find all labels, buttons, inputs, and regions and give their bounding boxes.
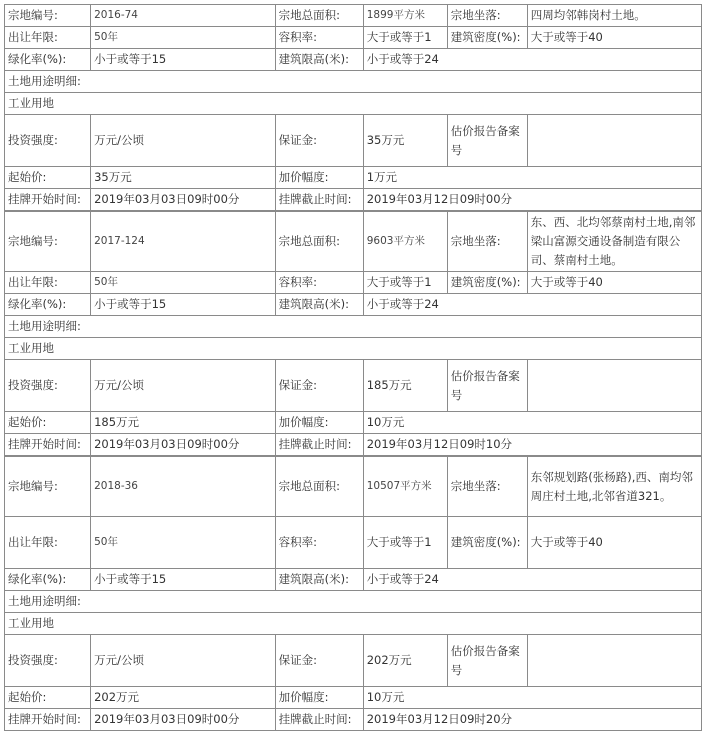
plot-no-label: 宗地编号:	[5, 5, 91, 27]
green-label: 绿化率(%):	[5, 569, 91, 591]
total-area-value: 1899平方米	[363, 5, 447, 27]
table-row	[5, 687, 702, 709]
table-row	[5, 338, 702, 360]
use-detail-label: 土地用途明细:	[5, 71, 702, 93]
total-area-label: 宗地总面积:	[275, 5, 363, 27]
table-row	[5, 635, 702, 687]
term-label: 出让年限:	[5, 517, 91, 569]
table-row	[5, 167, 702, 189]
list-end-label: 挂牌截止时间:	[275, 434, 363, 456]
table-row	[5, 189, 702, 211]
plot-no-value: 2017-124	[91, 212, 276, 272]
list-start-value: 2019年03月03日09时00分	[91, 189, 276, 211]
list-end-value: 2019年03月12日09时00分	[363, 189, 701, 211]
height-label: 建筑限高(米):	[275, 49, 363, 71]
increment-value: 10万元	[363, 687, 701, 709]
location-label: 宗地坐落:	[447, 5, 527, 27]
table-row	[5, 412, 702, 434]
deposit-value: 202万元	[363, 635, 447, 687]
plot-no-label: 宗地编号:	[5, 457, 91, 517]
plot-no-value: 2016-74	[91, 5, 276, 27]
list-start-value: 2019年03月03日09时00分	[91, 434, 276, 456]
term-label: 出让年限:	[5, 272, 91, 294]
table-row	[5, 709, 702, 731]
list-end-value: 2019年03月12日09时10分	[363, 434, 701, 456]
invest-value: 万元/公顷	[91, 635, 276, 687]
density-value: 大于或等于40	[527, 27, 701, 49]
table-row	[5, 434, 702, 456]
invest-value: 万元/公顷	[91, 115, 276, 167]
height-label: 建筑限高(米):	[275, 294, 363, 316]
start-price-value: 185万元	[91, 412, 276, 434]
table-row	[5, 613, 702, 635]
height-value: 小于或等于24	[363, 294, 701, 316]
total-area-label: 宗地总面积:	[275, 457, 363, 517]
start-price-label: 起始价:	[5, 687, 91, 709]
plot-table	[4, 456, 702, 731]
appraisal-label: 估价报告备案号	[447, 635, 527, 687]
term-value: 50年	[91, 27, 276, 49]
far-label: 容积率:	[275, 517, 363, 569]
location-value: 东、西、北均邻蔡南村土地,南邻梁山富源交通设备制造有限公司、蔡南村土地。	[527, 212, 701, 272]
increment-value: 10万元	[363, 412, 701, 434]
plot-no-value: 2018-36	[91, 457, 276, 517]
table-row	[5, 316, 702, 338]
density-value: 大于或等于40	[527, 272, 701, 294]
table-row	[5, 591, 702, 613]
increment-label: 加价幅度:	[275, 167, 363, 189]
table-row	[5, 5, 702, 27]
density-label: 建筑密度(%):	[447, 27, 527, 49]
total-area-value: 10507平方米	[363, 457, 447, 517]
far-value: 大于或等于1	[363, 27, 447, 49]
density-label: 建筑密度(%):	[447, 517, 527, 569]
appraisal-label: 估价报告备案号	[447, 360, 527, 412]
density-label: 建筑密度(%):	[447, 272, 527, 294]
deposit-label: 保证金:	[275, 360, 363, 412]
invest-label: 投资强度:	[5, 115, 91, 167]
table-row	[5, 457, 702, 517]
start-price-label: 起始价:	[5, 412, 91, 434]
far-value: 大于或等于1	[363, 517, 447, 569]
far-value: 大于或等于1	[363, 272, 447, 294]
far-label: 容积率:	[275, 272, 363, 294]
list-end-label: 挂牌截止时间:	[275, 189, 363, 211]
invest-label: 投资强度:	[5, 635, 91, 687]
table-row	[5, 27, 702, 49]
use-value: 工业用地	[5, 338, 702, 360]
increment-label: 加价幅度:	[275, 687, 363, 709]
deposit-value: 35万元	[363, 115, 447, 167]
height-label: 建筑限高(米):	[275, 569, 363, 591]
table-row	[5, 93, 702, 115]
deposit-label: 保证金:	[275, 115, 363, 167]
table-row	[5, 569, 702, 591]
term-value: 50年	[91, 517, 276, 569]
start-price-label: 起始价:	[5, 167, 91, 189]
location-label: 宗地坐落:	[447, 212, 527, 272]
location-value: 东邻规划路(张杨路),西、南均邻周庄村土地,北邻省道321。	[527, 457, 701, 517]
use-value: 工业用地	[5, 93, 702, 115]
use-detail-label: 土地用途明细:	[5, 316, 702, 338]
list-start-value: 2019年03月03日09时00分	[91, 709, 276, 731]
table-row	[5, 360, 702, 412]
height-value: 小于或等于24	[363, 569, 701, 591]
green-value: 小于或等于15	[91, 49, 276, 71]
term-value: 50年	[91, 272, 276, 294]
table-row	[5, 517, 702, 569]
plot-no-label: 宗地编号:	[5, 212, 91, 272]
table-row	[5, 115, 702, 167]
list-end-label: 挂牌截止时间:	[275, 709, 363, 731]
deposit-value: 185万元	[363, 360, 447, 412]
list-start-label: 挂牌开始时间:	[5, 434, 91, 456]
green-value: 小于或等于15	[91, 294, 276, 316]
table-row	[5, 212, 702, 272]
appraisal-value	[527, 360, 701, 412]
location-label: 宗地坐落:	[447, 457, 527, 517]
green-label: 绿化率(%):	[5, 294, 91, 316]
term-label: 出让年限:	[5, 27, 91, 49]
green-value: 小于或等于15	[91, 569, 276, 591]
total-area-label: 宗地总面积:	[275, 212, 363, 272]
start-price-value: 35万元	[91, 167, 276, 189]
increment-value: 1万元	[363, 167, 701, 189]
table-row	[5, 272, 702, 294]
location-value: 四周均邻韩岗村土地。	[527, 5, 701, 27]
increment-label: 加价幅度:	[275, 412, 363, 434]
table-row	[5, 294, 702, 316]
use-detail-label: 土地用途明细:	[5, 591, 702, 613]
list-start-label: 挂牌开始时间:	[5, 709, 91, 731]
list-end-value: 2019年03月12日09时20分	[363, 709, 701, 731]
green-label: 绿化率(%):	[5, 49, 91, 71]
density-value: 大于或等于40	[527, 517, 701, 569]
table-row	[5, 71, 702, 93]
list-start-label: 挂牌开始时间:	[5, 189, 91, 211]
appraisal-value	[527, 115, 701, 167]
plot-table	[4, 211, 702, 456]
use-value: 工业用地	[5, 613, 702, 635]
plot-table	[4, 4, 702, 211]
height-value: 小于或等于24	[363, 49, 701, 71]
start-price-value: 202万元	[91, 687, 276, 709]
deposit-label: 保证金:	[275, 635, 363, 687]
invest-value: 万元/公顷	[91, 360, 276, 412]
appraisal-label: 估价报告备案号	[447, 115, 527, 167]
total-area-value: 9603平方米	[363, 212, 447, 272]
invest-label: 投资强度:	[5, 360, 91, 412]
table-row	[5, 49, 702, 71]
appraisal-value	[527, 635, 701, 687]
far-label: 容积率:	[275, 27, 363, 49]
